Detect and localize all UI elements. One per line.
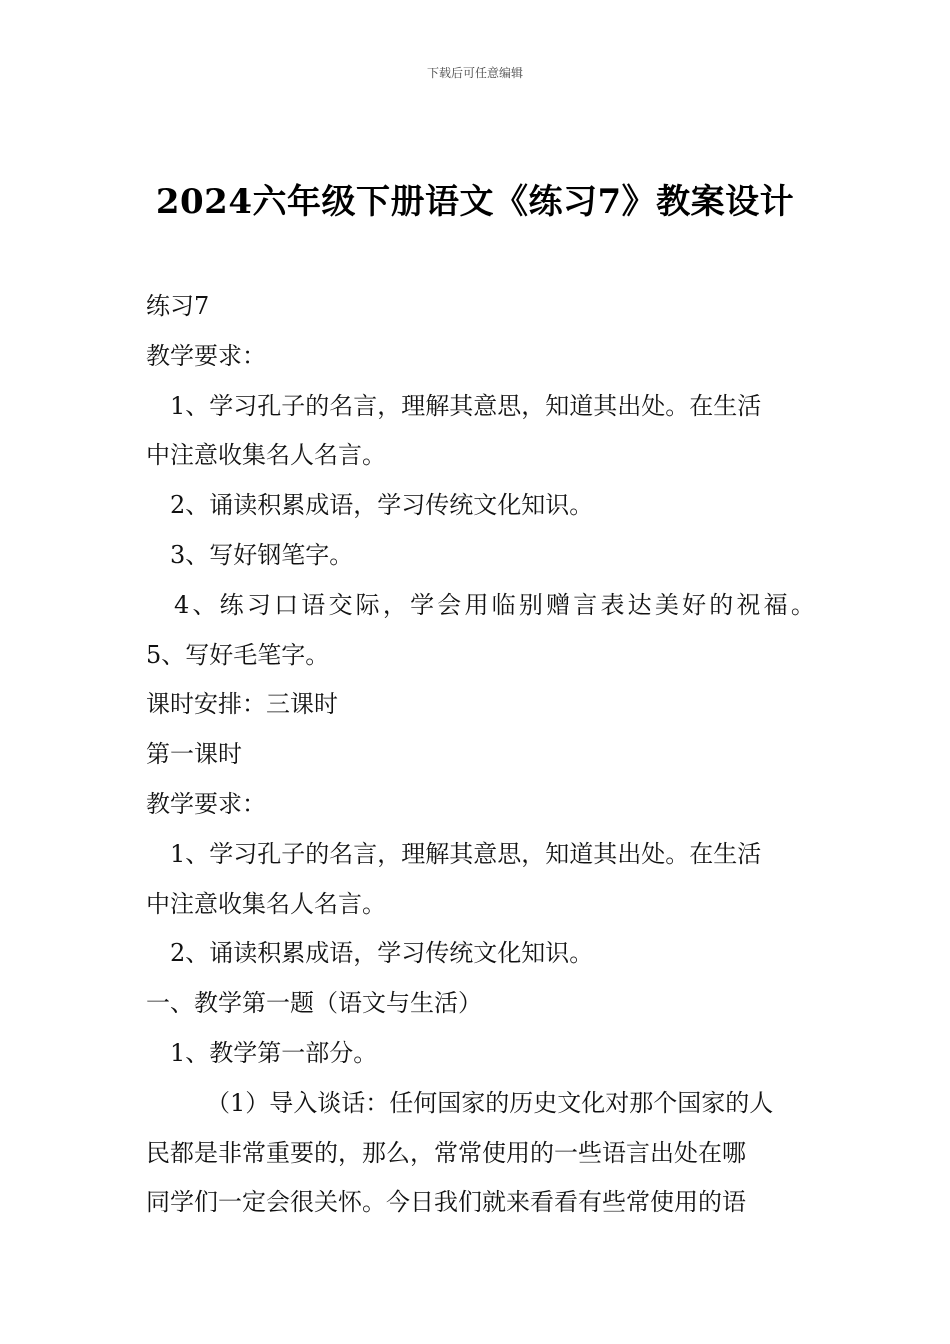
requirement-item: 1、学习孔子的名言，理解其意思，知道其出处。在生活 [170, 391, 762, 420]
requirement-item: 2、诵读积累成语，学习传统文化知识。 [170, 939, 594, 968]
paragraph-line: （1）导入谈话：任何国家的历史文化对那个国家的人 [206, 1088, 774, 1117]
requirement-item-continued: 中注意收集名人名言。 [146, 889, 386, 918]
requirement-item: 4、练习口语交际，学会用临别赠言表达美好的祝福。 [174, 590, 819, 619]
requirement-item: 5、写好毛笔字。 [146, 640, 330, 669]
requirement-item: 2、诵读积累成语，学习传统文化知识。 [170, 491, 594, 520]
page-header-note: 下载后可任意编辑 [426, 66, 523, 80]
requirement-item-continued: 中注意收集名人名言。 [146, 441, 386, 470]
part-heading: 一、教学第一题（语文与生活） [146, 989, 482, 1018]
requirements-heading: 教学要求： [146, 789, 266, 818]
lesson-heading: 第一课时 [146, 740, 242, 769]
schedule-line: 课时安排：三课时 [146, 690, 338, 719]
paragraph-line: 民都是非常重要的，那么，常常使用的一些语言出处在哪 [146, 1138, 746, 1167]
requirement-item: 1、学习孔子的名言，理解其意思，知道其出处。在生活 [170, 839, 762, 868]
paragraph-line: 同学们一定会很关怀。今日我们就来看看有些常使用的语 [146, 1188, 746, 1217]
section-heading: 练习7 [146, 292, 210, 320]
requirement-item: 3、写好钢笔字。 [170, 540, 354, 569]
document-body [146, 282, 819, 1228]
document-title: 2024六年级下册语文《练习7》教案设计 [155, 182, 795, 222]
requirements-heading: 教学要求： [146, 341, 266, 370]
step-heading: 1、教学第一部分。 [170, 1038, 378, 1067]
